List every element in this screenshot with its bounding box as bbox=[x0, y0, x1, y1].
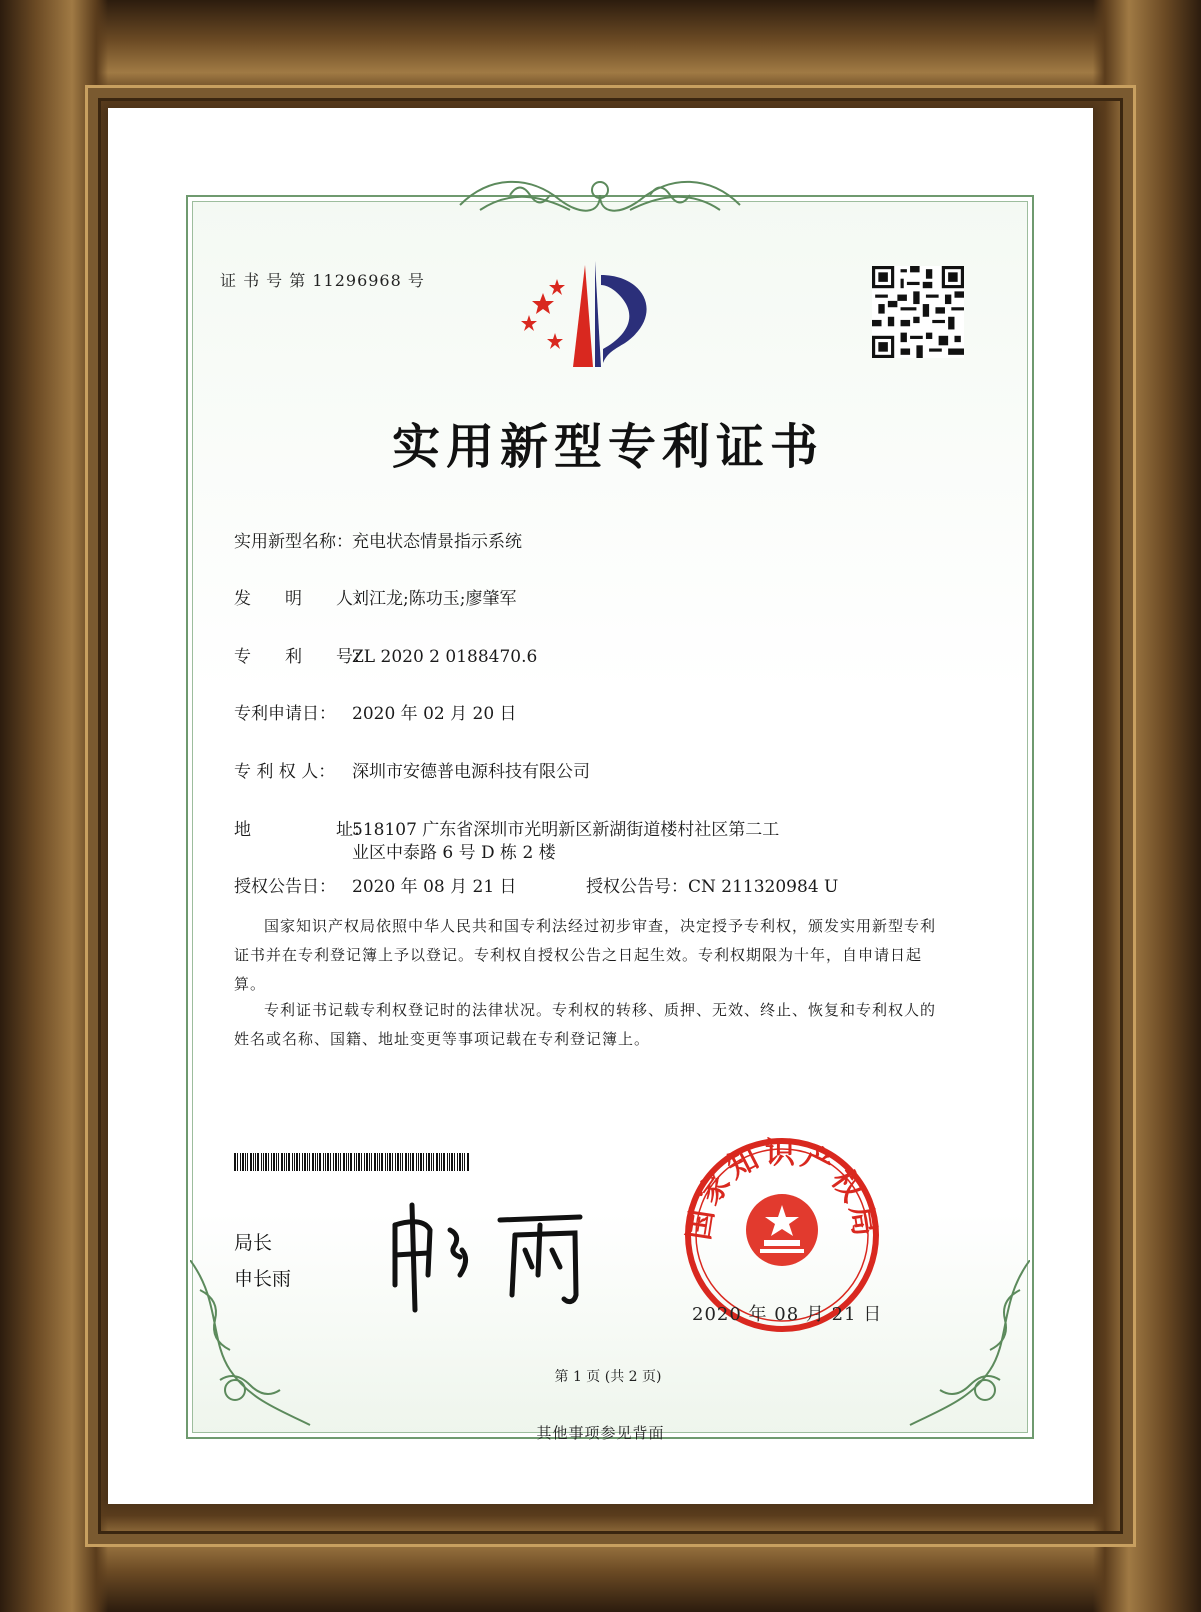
field-value: 充电状态情景指示系统 bbox=[352, 532, 522, 552]
field-label: 授权公告号： bbox=[586, 877, 688, 897]
patent-number-row bbox=[234, 642, 537, 667]
field-value: 刘江龙;陈功玉;廖肇军 bbox=[352, 589, 517, 609]
address-line-2: 业区中泰路 6 号 D 栋 2 楼 bbox=[352, 843, 556, 863]
address-row bbox=[234, 815, 779, 840]
patentee-row bbox=[234, 757, 590, 782]
field-label: 专利申请日： bbox=[234, 704, 336, 724]
utility-model-name-row bbox=[234, 527, 522, 552]
legal-paragraph-2: 专利证书记载专利权登记时的法律状况。专利权的转移、质押、无效、终止、恢复和专利权人的姓名或名称、国籍、地址变更等事项记载在专利登记簿上。 bbox=[234, 1001, 937, 1048]
grant-date-row bbox=[234, 872, 517, 897]
top-ornament-icon bbox=[450, 165, 750, 225]
page-indicator: 第 1 页 (共 2 页) bbox=[554, 1369, 662, 1385]
qr-code-icon bbox=[872, 266, 964, 358]
field-value: ZL 2020 2 0188470.6 bbox=[352, 647, 538, 667]
cnipa-emblem-icon bbox=[515, 255, 665, 375]
barcode-icon bbox=[234, 1153, 472, 1171]
field-label: 实用新型名称： bbox=[234, 532, 353, 552]
filing-date-row bbox=[234, 699, 517, 724]
seal-text: 国家知识产权局 bbox=[682, 1136, 882, 1243]
field-label: 发 明 人： bbox=[234, 589, 370, 609]
seal-date: 2020 年 08 月 21 日 bbox=[692, 1304, 883, 1325]
certificate-title: 实用新型专利证书 bbox=[391, 419, 824, 475]
legal-paragraph-1: 国家知识产权局依照中华人民共和国专利法经过初步审查，决定授予专利权，颁发实用新型专利证书并在专利登记簿上予以登记。专利权自授权公告之日起生效。专利权期限为十年，自申请日起算。 bbox=[234, 917, 937, 993]
back-side-note: 其他事项参见背面 bbox=[536, 1424, 665, 1442]
field-label: 专 利 权 人： bbox=[234, 762, 336, 782]
director-title: 局长 bbox=[234, 1232, 273, 1254]
field-value: 2020 年 02 月 20 日 bbox=[352, 704, 517, 724]
field-value: 518107 广东省深圳市光明新区新湖街道楼村社区第二工 bbox=[352, 820, 780, 840]
director-signature-icon bbox=[380, 1195, 600, 1315]
field-label: 授权公告日： bbox=[234, 877, 336, 897]
field-label: 专 利 号： bbox=[234, 647, 370, 667]
inventor-row bbox=[234, 584, 516, 609]
director-name: 申长雨 bbox=[234, 1268, 292, 1290]
field-value: 2020 年 08 月 21 日 bbox=[352, 877, 517, 897]
grant-number-row bbox=[586, 872, 838, 897]
field-label: 地 址： bbox=[234, 820, 370, 840]
field-value: 深圳市安德普电源科技有限公司 bbox=[352, 762, 590, 782]
field-value: CN 211320984 U bbox=[688, 877, 839, 897]
certificate-number: 证 书 号 第 11296968 号 bbox=[220, 271, 425, 290]
